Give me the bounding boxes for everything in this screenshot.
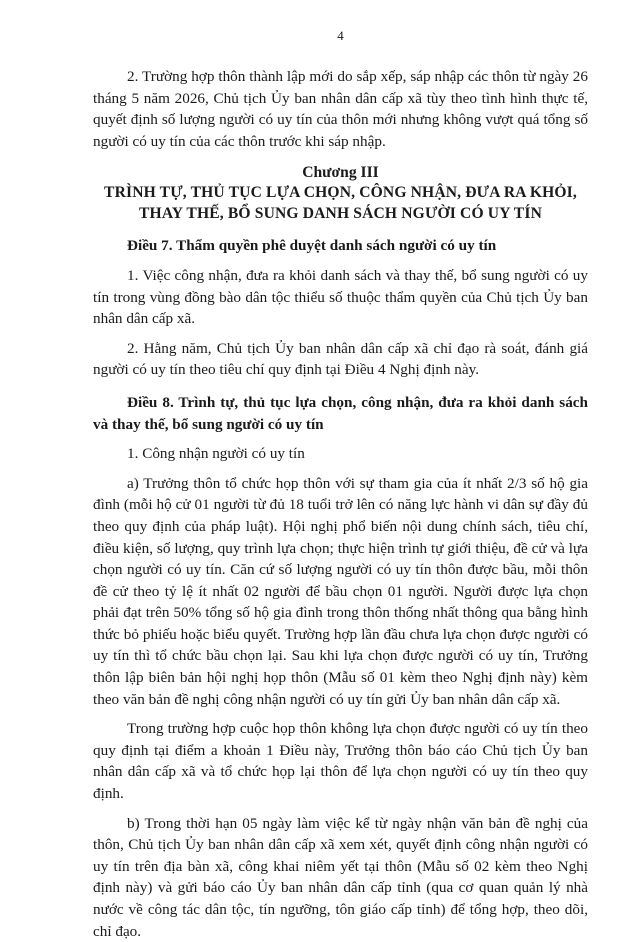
chapter-label: Chương III xyxy=(302,164,379,182)
article-7-heading: Điều 7. Thẩm quyền phê duyệt danh sách người có uy tín xyxy=(127,237,497,255)
article-8-paragraph: a) Trưởng thôn tổ chức họp thôn với sự tham gia của ít nhất 2/3 số hộ gia đình (mỗi hộ cử 01 người từ đủ 18 tuổi trở lên có năng lực hành vi dân sự đầy đủ theo quy định của pháp luật). Hội nghị phổ biến nội dung chính sách, tiêu chí, điều kiện, số lượng, quy trình lựa chọn; thực hiện trình tự giới thiệu, đề cử và lựa chọn người có uy tín. Căn cứ số lượng người có uy tín thôn được bầu, mỗi thôn đề cử theo tỷ lệ ít nhất 02 người để bầu chọn 01 người. Người được lựa chọn phải đạt trên 50% tổng số hộ gia đình trong thôn thống nhất thông qua bằng hình thức bỏ phiếu hoặc biểu quyết. Trường hợp lần đầu chưa lựa chọn được người có uy tín thì tổ chức bầu chọn lại. Sau khi lựa chọn được người có uy tín, Trưởng thôn lập biên bản hội nghị họp thôn (Mẫu số 01 kèm theo Nghị định này) kèm theo văn bản đề nghị công nhận người có uy tín gửi Ủy ban nhân dân cấp xã. xyxy=(93,474,588,708)
intro-paragraph: 2. Trường hợp thôn thành lập mới do sắp xếp, sáp nhập các thôn từ ngày 26 tháng 5 năm 2026, Chủ tịch Ủy ban nhân dân cấp xã tùy theo tình hình thực tế, quyết định số lượng người có uy tín của thôn mới nhưng không vượt quá tổng số người có uy tín của các thôn trước khi sáp nhập. xyxy=(93,68,588,150)
article-8-heading: Điều 8. Trình tự, thủ tục lựa chọn, công nhận, đưa ra khỏi danh sách và thay thế, bổ sung người có uy tín xyxy=(93,393,588,433)
article-8-subheading: 1. Công nhận người có uy tín xyxy=(127,445,305,463)
chapter-title-line2: THAY THẾ, BỔ SUNG DANH SÁCH NGƯỜI CÓ UY TÍN xyxy=(138,204,542,222)
article-7-paragraph: 1. Việc công nhận, đưa ra khỏi danh sách và thay thế, bổ sung người có uy tín trong vùng đồng bào dân tộc thiểu số thuộc thẩm quyền của Chủ tịch Ủy ban nhân dân cấp xã. xyxy=(93,266,588,328)
article-8-paragraph: b) Trong thời hạn 05 ngày làm việc kể từ ngày nhận văn bản đề nghị của thôn, Chủ tịch Ủy ban nhân dân cấp xã xem xét, quyết định công nhận người có uy tín trên địa bàn xã, công khai niêm yết tại thôn (Mẫu số 02 kèm theo Nghị định này) và gửi báo cáo Ủy ban nhân dân cấp tỉnh (qua cơ quan quản lý nhà nước về công tác dân tộc, tín ngưỡng, tôn giáo cấp tỉnh) để tổng hợp, theo dõi, chỉ đạo. xyxy=(93,814,588,940)
page-number: 4 xyxy=(337,28,344,43)
article-7-paragraph: 2. Hằng năm, Chủ tịch Ủy ban nhân dân cấp xã chỉ đạo rà soát, đánh giá người có uy tín theo tiêu chí quy định tại Điều 4 Nghị định này. xyxy=(93,339,588,379)
article-8-paragraph: Trong trường hợp cuộc họp thôn không lựa chọn được người có uy tín theo quy định tại điểm a khoản 1 Điều này, Trưởng thôn báo cáo Chủ tịch Ủy ban nhân dân cấp xã và tổ chức họp lại thôn để lựa chọn người có uy tín theo quy định. xyxy=(93,720,588,803)
chapter-title-line1: TRÌNH TỰ, THỦ TỤC LỰA CHỌN, CÔNG NHẬN, ĐƯA RA KHỎI, xyxy=(104,184,577,202)
